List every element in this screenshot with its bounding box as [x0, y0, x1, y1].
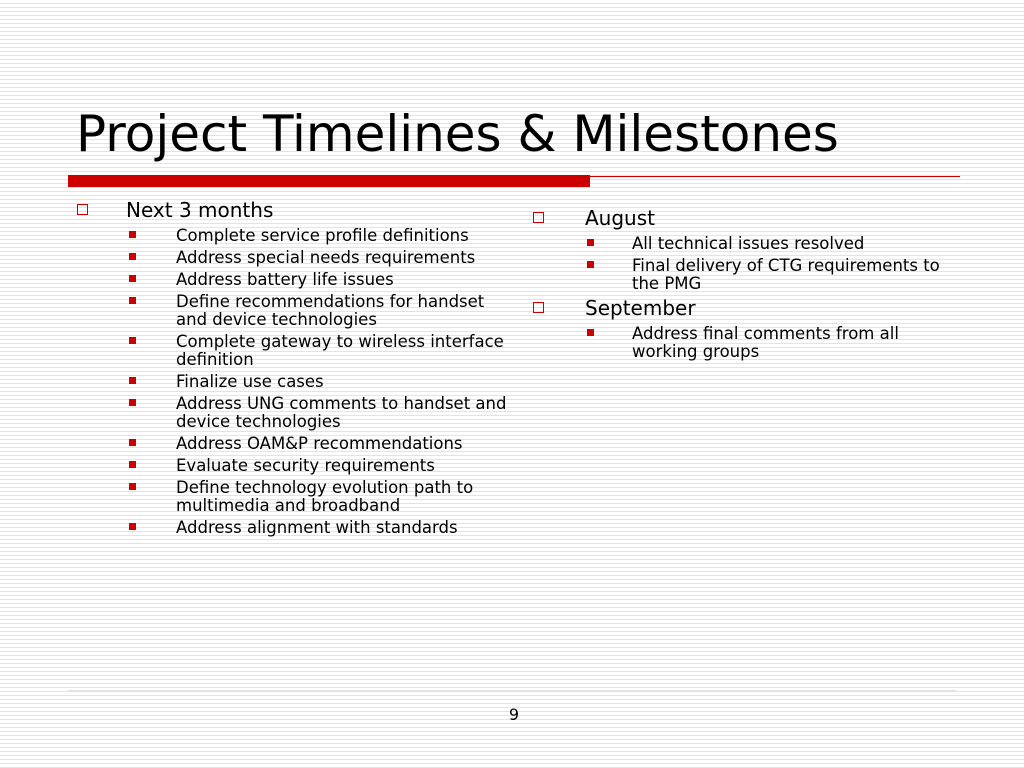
list-item-text: Final delivery of CTG requirements to the PMG [632, 256, 940, 293]
filled-square-bullet-icon [129, 377, 136, 384]
page-number: 9 [508, 705, 520, 724]
hollow-square-bullet-icon [77, 204, 88, 215]
title-underline-thick [68, 175, 590, 187]
section-september [527, 297, 967, 361]
footer-divider [68, 690, 956, 691]
filled-square-bullet-icon [129, 275, 136, 282]
list-item-text: Address final comments from all working groups [632, 324, 899, 361]
list-item-text: Define technology evolution path to multimedia and broadband [176, 478, 474, 515]
list-item-text: Define recommendations for handset and device technologies [176, 292, 485, 329]
filled-square-bullet-icon [587, 239, 594, 246]
filled-square-bullet-icon [129, 231, 136, 238]
list-item [68, 457, 508, 475]
filled-square-bullet-icon [129, 399, 136, 406]
section-heading [527, 297, 967, 319]
list-item-text: Evaluate security requirements [176, 456, 435, 475]
hollow-square-bullet-icon [533, 302, 544, 313]
filled-square-bullet-icon [129, 483, 136, 490]
list-item-text: Address special needs requirements [176, 248, 476, 267]
list-item [68, 395, 508, 431]
filled-square-bullet-icon [129, 461, 136, 468]
list-item [68, 271, 508, 289]
list-item [68, 435, 508, 453]
filled-square-bullet-icon [129, 253, 136, 260]
left-column [68, 199, 508, 541]
slide-title: Project Timelines & Milestones [76, 105, 839, 163]
right-column [527, 207, 967, 365]
list-item [527, 257, 967, 293]
section-heading-text: Next 3 months [126, 198, 274, 222]
filled-square-bullet-icon [129, 337, 136, 344]
section-heading-text: August [585, 206, 655, 230]
list-item [68, 333, 508, 369]
list-item [527, 325, 967, 361]
list-item [68, 373, 508, 391]
list-item [68, 479, 508, 515]
list-item-text: Complete service profile definitions [176, 226, 469, 245]
list-item [68, 249, 508, 267]
title-underline-thin [590, 176, 960, 177]
list-item-text: Finalize use cases [176, 372, 324, 391]
list-item [68, 519, 508, 537]
section-next-3-months [68, 199, 508, 537]
filled-square-bullet-icon [129, 439, 136, 446]
list-item-text: Address battery life issues [176, 270, 394, 289]
hollow-square-bullet-icon [533, 212, 544, 223]
list-item-text: Complete gateway to wireless interface definition [176, 332, 504, 369]
filled-square-bullet-icon [129, 523, 136, 530]
list-item [68, 293, 508, 329]
filled-square-bullet-icon [587, 261, 594, 268]
list-item-text: Address UNG comments to handset and device technologies [176, 394, 507, 431]
list-item-text: All technical issues resolved [632, 234, 865, 253]
filled-square-bullet-icon [587, 329, 594, 336]
list-item-text: Address alignment with standards [176, 518, 458, 537]
section-heading [527, 207, 967, 229]
section-heading [68, 199, 508, 221]
section-heading-text: September [585, 296, 696, 320]
list-item [68, 227, 508, 245]
filled-square-bullet-icon [129, 297, 136, 304]
list-item [527, 235, 967, 253]
list-item-text: Address OAM&P recommendations [176, 434, 463, 453]
section-august [527, 207, 967, 293]
